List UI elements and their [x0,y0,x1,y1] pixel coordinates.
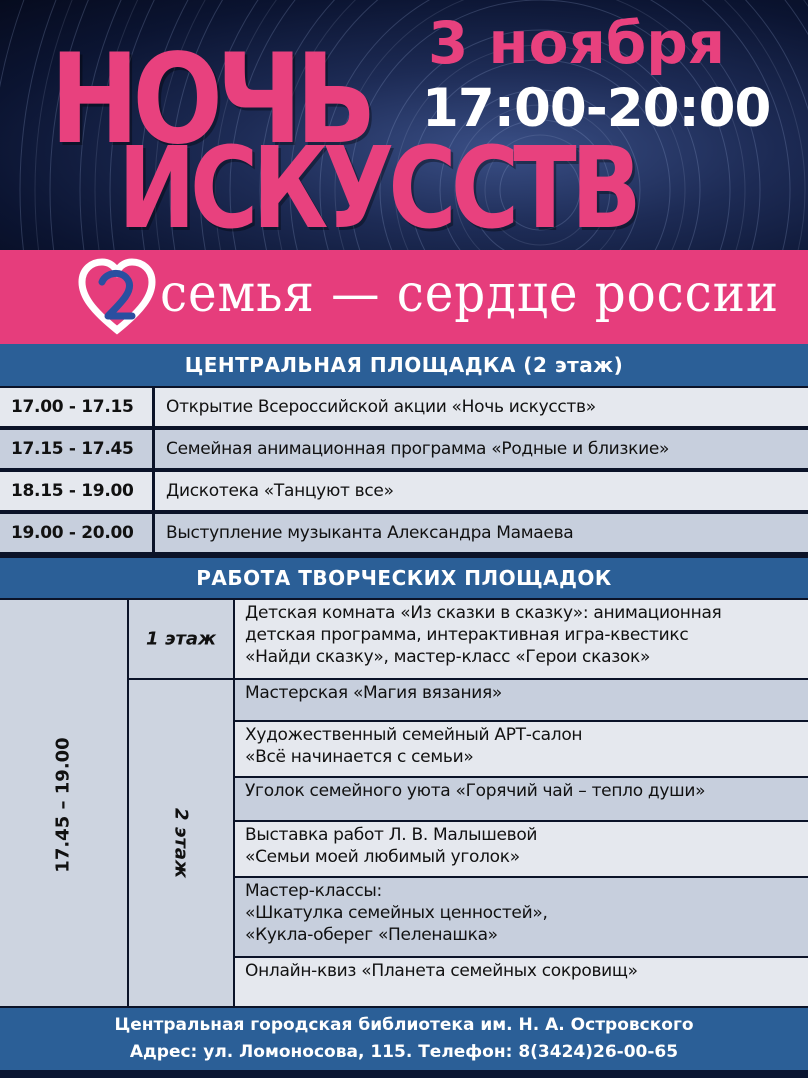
heart-logo-icon [78,258,156,338]
activity-line: «Кукла-оберег «Пеленашка» [245,925,498,945]
header-hero [0,0,808,250]
activity-line: Художественный семейный АРТ-салон [245,725,583,745]
event-time: 17:00-20:00 [422,78,771,139]
activity-line: «Семьи моей любимый уголок» [245,847,520,867]
schedule-row [0,430,808,468]
workshops-time: 17.45 – 19.00 [52,737,74,873]
schedule-time: 18.15 - 19.00 [0,472,152,510]
slogan-text: семья — сердце россии [160,264,780,324]
floor-1-label: 1 этаж [146,628,216,650]
workshops-time-cell [0,600,127,1006]
event-date: 3 ноября [428,9,725,77]
activity-line: Онлайн-квиз «Планета семейных сокровищ» [245,961,638,981]
activity-line: детская программа, интерактивная игра-квестикс [245,625,689,645]
activity-line: «Всё начинается с семьи» [245,747,474,767]
library-address: Адрес: ул. Ломоносова, 115. Телефон: 8(3424)26-00-65 [129,1042,679,1062]
activity-item [235,680,808,720]
activity-line: Мастерская «Магия вязания» [245,683,503,703]
schedule-row [0,514,808,552]
activity-item [235,722,808,776]
activity-line: «Найди сказку», мастер-класс «Герои сказок» [245,647,651,667]
activity-line: Уголок семейного уюта «Горячий чай – тепло души» [245,781,706,801]
activity-line: Выставка работ Л. В. Малышевой [245,825,538,845]
schedule-time: 17.00 - 17.15 [0,388,152,426]
schedule-event: Выступление музыканта Александра Мамаева [155,514,808,552]
central-schedule [0,386,808,558]
floor-1-cell [129,600,233,678]
schedule-event: Семейная анимационная программа «Родные и близкие» [155,430,808,468]
slogan-banner [0,250,808,344]
schedule-row [0,472,808,510]
central-section-heading: ЦЕНТРАЛЬНАЯ ПЛОЩАДКА (2 этаж) [0,344,808,386]
title-line-2: ИСКУССТВ [118,124,636,250]
library-name: Центральная городская библиотека им. Н. А. Островского [114,1015,694,1035]
floor-2-cell [129,680,233,1006]
activity-line: «Шкатулка семейных ценностей», [245,903,548,923]
activity-item [235,878,808,956]
schedule-row [0,388,808,426]
activity-line: Детская комната «Из сказки в сказку»: анимационная [245,603,722,623]
activity-item [235,600,808,678]
activity-item [235,958,808,1006]
footer [0,1008,808,1070]
schedule-event: Дискотека «Танцуют все» [155,472,808,510]
schedule-event: Открытие Всероссийской акции «Ночь искусств» [155,388,808,426]
floor-2-label: 2 этаж [170,808,192,878]
workshops-grid [0,598,808,1008]
title-line-1: НОЧЬ [50,28,370,172]
activity-line: Мастер-классы: [245,881,382,901]
activity-item [235,778,808,820]
activity-item [235,822,808,876]
workshops-section-heading: РАБОТА ТВОРЧЕСКИХ ПЛОЩАДОК [0,558,808,598]
schedule-time: 17.15 - 17.45 [0,430,152,468]
schedule-time: 19.00 - 20.00 [0,514,152,552]
bottom-strip [0,1070,808,1078]
